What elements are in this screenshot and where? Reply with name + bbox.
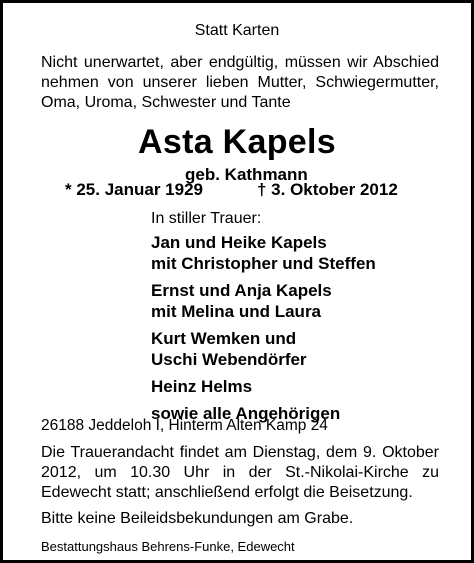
intro-line: nehmen von unserer lieben Mutter, Schwiegermutter, bbox=[41, 74, 439, 91]
notice-header: Statt Karten bbox=[194, 22, 280, 39]
mourner-line: Jan und Heike Kapels bbox=[151, 233, 327, 252]
undertaker-credit: Bestattungshaus Behrens-Funke, Edewecht bbox=[41, 539, 295, 554]
mourner-line: mit Melina und Laura bbox=[151, 302, 322, 321]
mourners-list bbox=[151, 232, 376, 424]
intro-line: Oma, Uroma, Schwester und Tante bbox=[41, 94, 291, 111]
death-date: † 3. Oktober 2012 bbox=[257, 180, 398, 199]
mourner-line: Kurt Wemken und bbox=[151, 329, 297, 348]
deceased-name: Asta Kapels bbox=[138, 123, 336, 161]
service-text bbox=[41, 443, 439, 503]
maiden-name: geb. Kathmann bbox=[185, 165, 308, 184]
mourner-line: mit Christopher und Steffen bbox=[151, 254, 376, 273]
service-line: Edewecht statt; anschließend erfolgt die Beisetzung. bbox=[41, 484, 413, 501]
mourner-line: Ernst und Anja Kapels bbox=[151, 281, 332, 300]
mourner-line: Uschi Webendörfer bbox=[151, 350, 307, 369]
service-line: Die Trauerandacht findet am Dienstag, dem 9. Oktober bbox=[41, 444, 439, 461]
mourner-line: Heinz Helms bbox=[151, 377, 253, 396]
service-line: 2012, um 10.30 Uhr in der St.-Nikolai-Kirche zu bbox=[41, 464, 439, 481]
family-address: 26188 Jeddeloh I, Hinterm Alten Kamp 24 bbox=[41, 417, 328, 434]
mourner-line: sowie alle Angehörigen bbox=[151, 404, 341, 423]
intro-text bbox=[41, 53, 439, 113]
grief-label: In stiller Trauer: bbox=[151, 210, 262, 227]
intro-line: Nicht unerwartet, aber endgültig, müssen wir Abschied bbox=[41, 54, 439, 71]
birth-date: * 25. Januar 1929 bbox=[65, 180, 203, 199]
condolence-request: Bitte keine Beileidsbekundungen am Grabe. bbox=[41, 510, 354, 527]
